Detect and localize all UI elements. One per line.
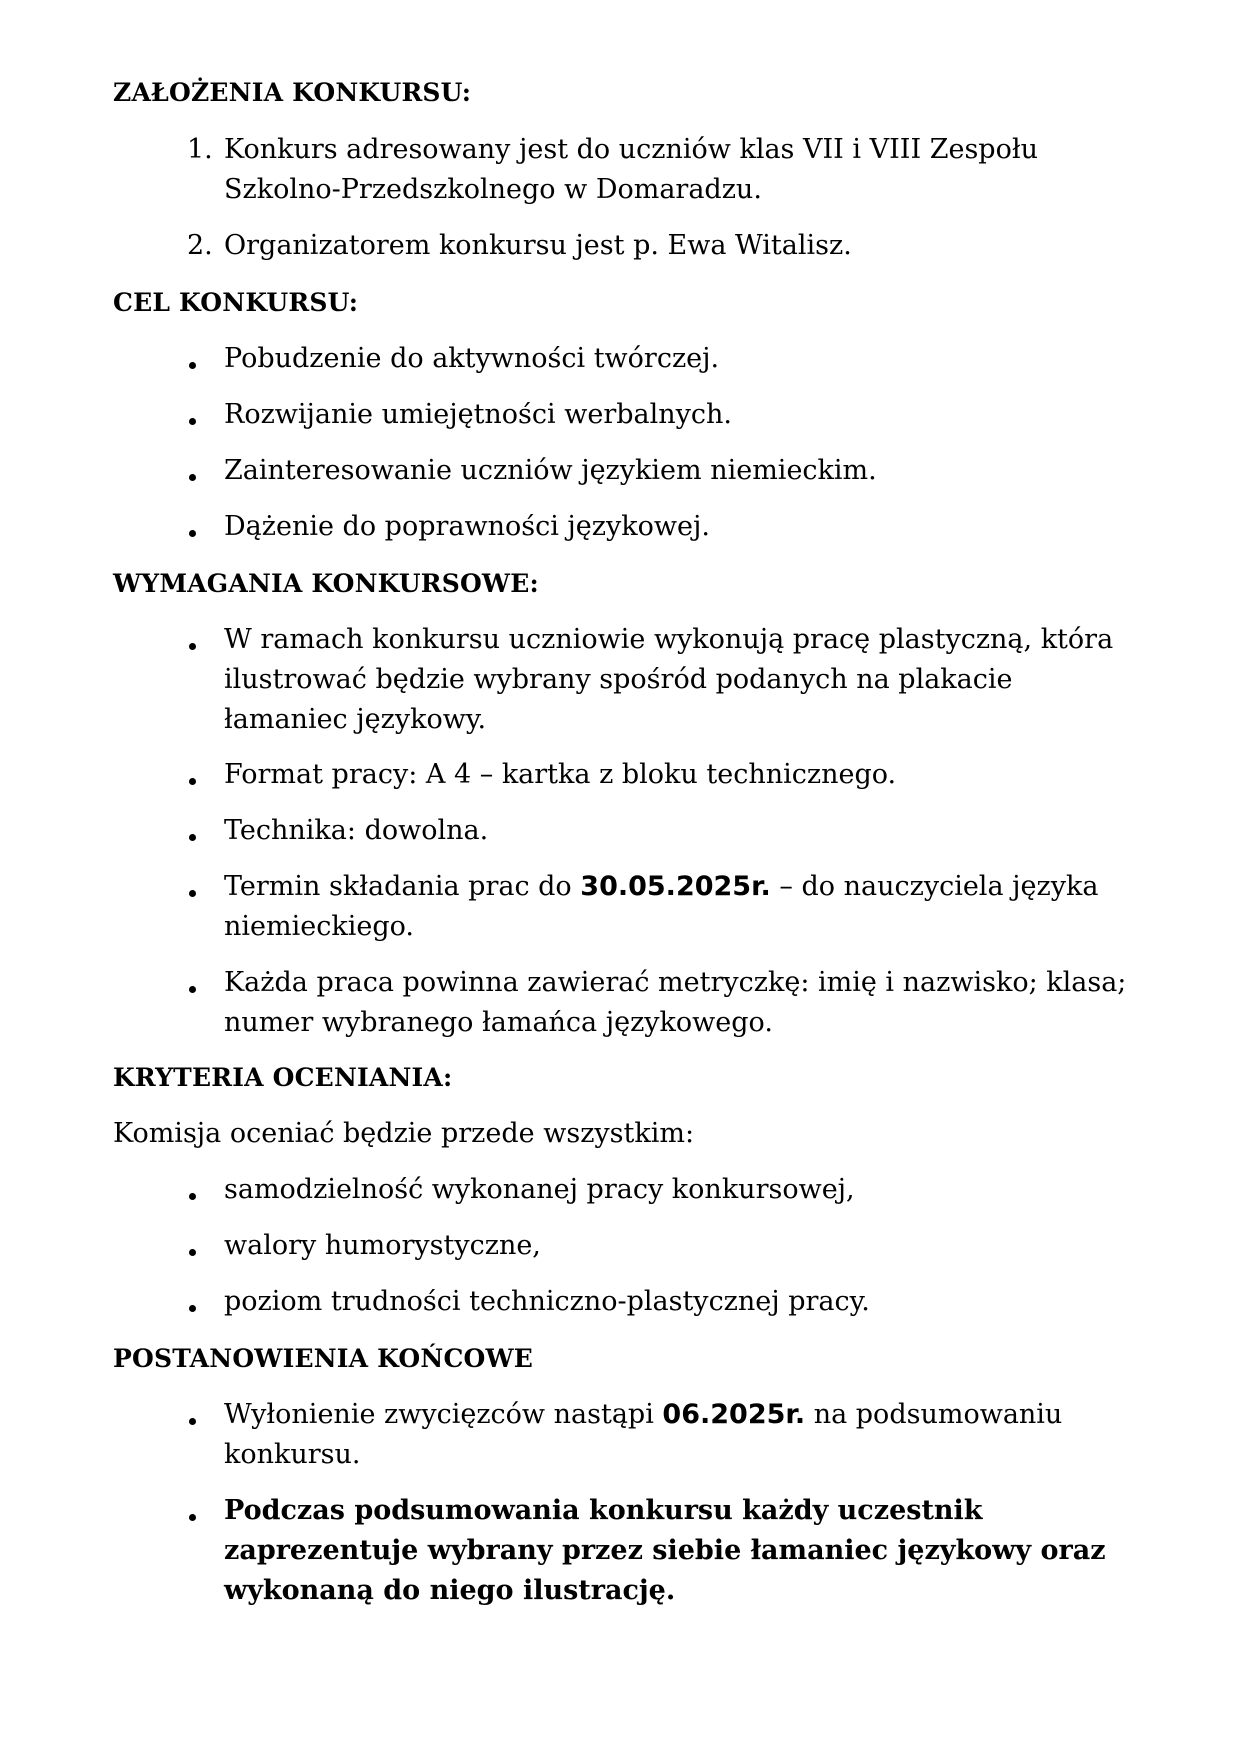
list-number-1: 1. [187,134,213,165]
text-line: Konkurs adresowany jest do uczniów klas VII i VIII Zespołu [224,134,1038,165]
deadline-date: 30.05.2025r. [580,871,771,902]
bullet-icon [189,834,196,841]
bullet-icon [189,530,196,537]
text-line: niemieckiego. [224,911,414,942]
list-item-cel-4 [224,507,1164,547]
bullet-icon [189,1514,196,1521]
text-line: Dążenie do poprawności językowej. [224,511,710,542]
bullet-icon [189,643,196,650]
list-item-zalozenia-1 [224,130,1164,210]
list-item-cel-2 [224,395,1164,435]
heading-wymagania: WYMAGANIA KONKURSOWE: [113,569,539,598]
text-line: Pobudzenie do aktywności twórczej. [224,343,720,374]
text-span: – do nauczyciela języka [770,871,1099,902]
text-span: Wyłonienie zwycięzców nastąpi [224,1399,663,1430]
list-item-cel-3 [224,451,1164,491]
text-line [224,1395,1164,1435]
bullet-icon [189,1305,196,1312]
text-line: Szkolno-Przedszkolnego w Domaradzu. [224,174,762,205]
text-line: Podczas podsumowania konkursu każdy uczestnik [224,1495,983,1526]
bullet-icon [189,890,196,897]
text-line [224,867,1164,907]
heading-zalozenia: ZAŁOŻENIA KONKURSU: [113,78,472,107]
list-item-kryteria-3 [224,1282,1164,1322]
bullet-icon [189,778,196,785]
bullet-icon [189,1249,196,1256]
text-line: W ramach konkursu uczniowie wykonują pracę plastyczną, która [224,624,1114,655]
list-item-postanowienia-1 [224,1395,1164,1475]
text-line: Rozwijanie umiejętności werbalnych. [224,399,733,430]
list-item-zalozenia-2 [224,226,1164,266]
list-number-2: 2. [187,230,213,261]
text-line: Technika: dowolna. [224,815,489,846]
list-item-wymagania-3 [224,811,1164,851]
bullet-icon [189,1418,196,1425]
text-line: Zainteresowanie uczniów językiem niemieckim. [224,455,877,486]
list-item-wymagania-1 [224,620,1164,740]
kryteria-intro: Komisja oceniać będzie przede wszystkim: [113,1118,695,1149]
text-line: numer wybranego łamańca językowego. [224,1007,773,1038]
text-line: zaprezentuje wybrany przez siebie łamaniec językowy oraz [224,1535,1106,1566]
text-line: konkursu. [224,1439,361,1470]
text-line: samodzielność wykonanej pracy konkursowej, [224,1174,855,1205]
text-line: łamaniec językowy. [224,704,487,735]
bullet-icon [189,986,196,993]
text-line: wykonaną do niego ilustrację. [224,1575,676,1606]
text-line: ilustrować będzie wybrany spośród podanych na plakacie [224,664,1013,695]
text-line: Organizatorem konkursu jest p. Ewa Witalisz. [224,230,852,261]
heading-postanowienia: POSTANOWIENIA KOŃCOWE [113,1344,534,1373]
list-item-wymagania-5 [224,963,1164,1043]
bullet-icon [189,362,196,369]
text-line: walory humorystyczne, [224,1230,541,1261]
bullet-icon [189,1193,196,1200]
list-item-kryteria-1 [224,1170,1164,1210]
text-line: poziom trudności techniczno-plastycznej pracy. [224,1286,870,1317]
text-line: Format pracy: A 4 – kartka z bloku technicznego. [224,759,897,790]
list-item-wymagania-2 [224,755,1164,795]
list-item-cel-1 [224,339,1164,379]
bullet-icon [189,418,196,425]
heading-kryteria: KRYTERIA OCENIANIA: [113,1063,453,1092]
heading-cel: CEL KONKURSU: [113,288,359,317]
list-item-postanowienia-2 [224,1491,1164,1611]
result-date: 06.2025r. [662,1399,806,1430]
list-item-wymagania-4 [224,867,1164,947]
text-span: na podsumowaniu [805,1399,1063,1430]
text-line: Każda praca powinna zawierać metryczkę: imię i nazwisko; klasa; [224,967,1127,998]
text-span: Termin składania prac do [224,871,581,902]
bullet-icon [189,474,196,481]
list-item-kryteria-2 [224,1226,1164,1266]
